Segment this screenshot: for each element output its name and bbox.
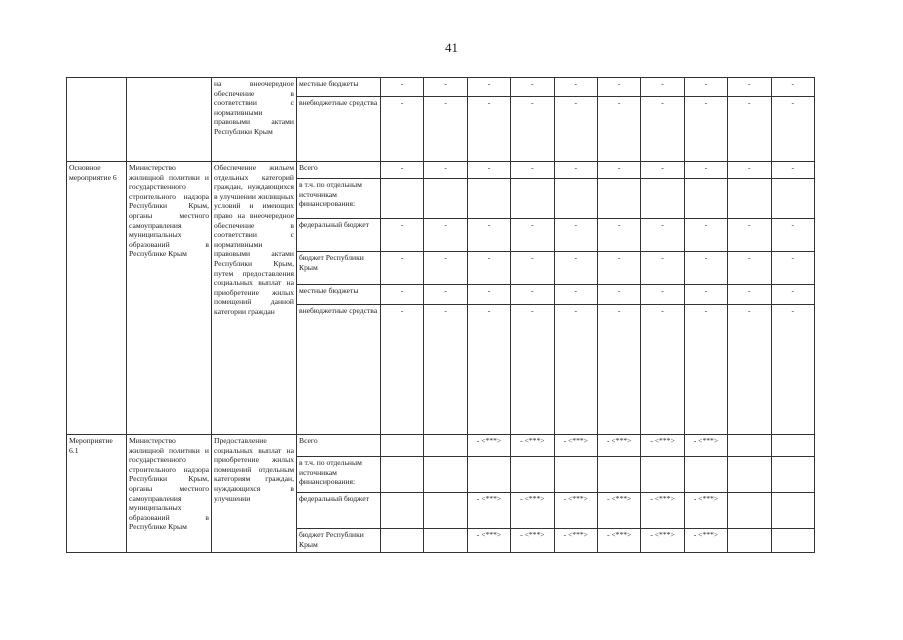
value-cell: - [597,219,640,252]
funding-source-cell: в т.ч. по отдельным источникам финансирования: [297,457,381,493]
funding-source-cell: федеральный бюджет [297,493,381,529]
value-cell [641,457,684,493]
value-cell: - [381,252,424,285]
value-cell: - [511,97,554,162]
value-cell [771,435,814,457]
purpose-cell: на внеочередное обеспечение в соответствии с нормативными правовыми актами Республики Крым [212,78,297,162]
value-cell: - <***> [641,529,684,553]
value-cell: - [511,219,554,252]
value-cell: - [467,219,510,252]
purpose-cell: Обеспечение жильем отдельных категорий граждан, нуждающихся в улучшении жилищных условий и имеющих право на внеочередное обеспечение в соответствии с нормативными правовыми актами Республики Крым, путем предоставления социальных выплат на приобретение жилых помещений данной категории граждан [212,162,297,435]
value-cell: - [728,285,771,305]
value-cell: - [728,97,771,162]
value-cell: - <***> [467,493,510,529]
value-cell [424,179,467,219]
value-cell: - [554,162,597,179]
value-cell [771,493,814,529]
value-cell [424,435,467,457]
value-cell: - <***> [684,493,727,529]
value-cell [728,529,771,553]
value-cell [381,493,424,529]
value-cell [597,457,640,493]
value-cell [381,179,424,219]
value-cell: - [511,78,554,97]
activity-name-cell [67,78,127,162]
value-cell: - [684,219,727,252]
value-cell: - [381,305,424,435]
activity-name-cell: Мероприятие 6.1 [67,435,127,553]
value-cell [728,457,771,493]
value-cell: - [641,78,684,97]
value-cell: - [771,285,814,305]
funding-source-cell: в т.ч. по отдельным источникам финансирования: [297,179,381,219]
value-cell [424,529,467,553]
value-cell: - <***> [467,435,510,457]
value-cell: - [467,305,510,435]
value-cell: - [771,97,814,162]
value-cell: - [728,305,771,435]
value-cell: - [554,285,597,305]
value-cell [728,493,771,529]
funding-source-cell: Всего [297,162,381,179]
value-cell: - [771,219,814,252]
value-cell: - [381,285,424,305]
value-cell [597,179,640,219]
value-cell: - [771,78,814,97]
value-cell: - [641,219,684,252]
page-number: 41 [445,40,458,55]
value-cell [424,457,467,493]
value-cell [771,529,814,553]
value-cell: - [597,305,640,435]
value-cell: - [554,78,597,97]
value-cell [684,457,727,493]
value-cell: - [771,305,814,435]
funding-source-cell: внебюджетные средства [297,305,381,435]
value-cell: - [771,252,814,285]
value-cell: - <***> [554,529,597,553]
funding-source-cell: бюджет Республики Крым [297,529,381,553]
value-cell: - <***> [684,529,727,553]
value-cell: - <***> [511,493,554,529]
value-cell: - [597,162,640,179]
value-cell: - [684,285,727,305]
value-cell [684,179,727,219]
value-cell: - [424,97,467,162]
value-cell: - [467,78,510,97]
value-cell: - [684,252,727,285]
value-cell: - <***> [467,529,510,553]
value-cell: - [554,305,597,435]
value-cell: - [554,252,597,285]
value-cell: - [467,252,510,285]
value-cell: - [597,285,640,305]
value-cell: - [424,252,467,285]
value-cell [467,179,510,219]
value-cell: - [684,97,727,162]
value-cell: - [381,97,424,162]
funding-source-cell: местные бюджеты [297,285,381,305]
value-cell: - [511,305,554,435]
value-cell [381,457,424,493]
value-cell: - [554,219,597,252]
value-cell [728,179,771,219]
executor-cell: Министерство жилищной политики и государственного строительного надзора Республики Крым, органы местного самоуправления муниципальных образований в Республике Крым [127,162,212,435]
value-cell: - <***> [684,435,727,457]
value-cell: - [597,97,640,162]
value-cell: - [641,285,684,305]
value-cell [728,435,771,457]
funding-source-cell: Всего [297,435,381,457]
value-cell: - [424,219,467,252]
value-cell: - [511,285,554,305]
value-cell [511,457,554,493]
value-cell [771,457,814,493]
activity-name-cell: Основное мероприятие 6 [67,162,127,435]
value-cell: - [728,252,771,285]
value-cell: - [424,305,467,435]
value-cell: - [467,162,510,179]
value-cell [554,179,597,219]
value-cell [467,457,510,493]
funding-source-cell: федеральный бюджет [297,219,381,252]
value-cell: - [641,252,684,285]
value-cell: - <***> [597,529,640,553]
value-cell [771,179,814,219]
value-cell: - <***> [554,435,597,457]
value-cell: - [424,285,467,305]
value-cell: - [554,97,597,162]
value-cell [381,435,424,457]
funding-source-cell: бюджет Республики Крым [297,252,381,285]
value-cell [424,493,467,529]
value-cell: - [684,305,727,435]
value-cell: - [511,162,554,179]
funding-source-cell: внебюджетные средства [297,97,381,162]
value-cell: - [728,162,771,179]
value-cell: - [771,162,814,179]
value-cell: - [684,78,727,97]
value-cell: - [511,252,554,285]
value-cell: - [381,162,424,179]
executor-cell: Министерство жилищной политики и государственного строительного надзора Республики Крым, органы местного самоуправления муниципальных образований в Республике Крым [127,435,212,553]
value-cell: - <***> [597,435,640,457]
value-cell: - [641,162,684,179]
purpose-cell: Предоставление социальных выплат на приобретение жилых помещений отдельным категориям граждан, нуждающихся в улучшении [212,435,297,553]
value-cell: - [641,305,684,435]
value-cell [554,457,597,493]
value-cell: - [467,97,510,162]
value-cell: - <***> [511,435,554,457]
value-cell: - [684,162,727,179]
table-row [67,162,815,179]
table-row [67,435,815,457]
value-cell: - [641,97,684,162]
value-cell [641,179,684,219]
value-cell: - [381,78,424,97]
funding-source-cell: местные бюджеты [297,78,381,97]
value-cell: - [467,285,510,305]
value-cell [511,179,554,219]
value-cell: - [597,252,640,285]
value-cell: - [597,78,640,97]
value-cell: - <***> [597,493,640,529]
value-cell: - <***> [641,493,684,529]
value-cell: - <***> [511,529,554,553]
value-cell [381,529,424,553]
value-cell: - [381,219,424,252]
table-row [67,78,815,97]
value-cell: - [728,219,771,252]
value-cell: - [424,162,467,179]
value-cell: - <***> [641,435,684,457]
funding-table [66,77,815,553]
value-cell: - [728,78,771,97]
executor-cell [127,78,212,162]
value-cell: - [424,78,467,97]
value-cell: - <***> [554,493,597,529]
